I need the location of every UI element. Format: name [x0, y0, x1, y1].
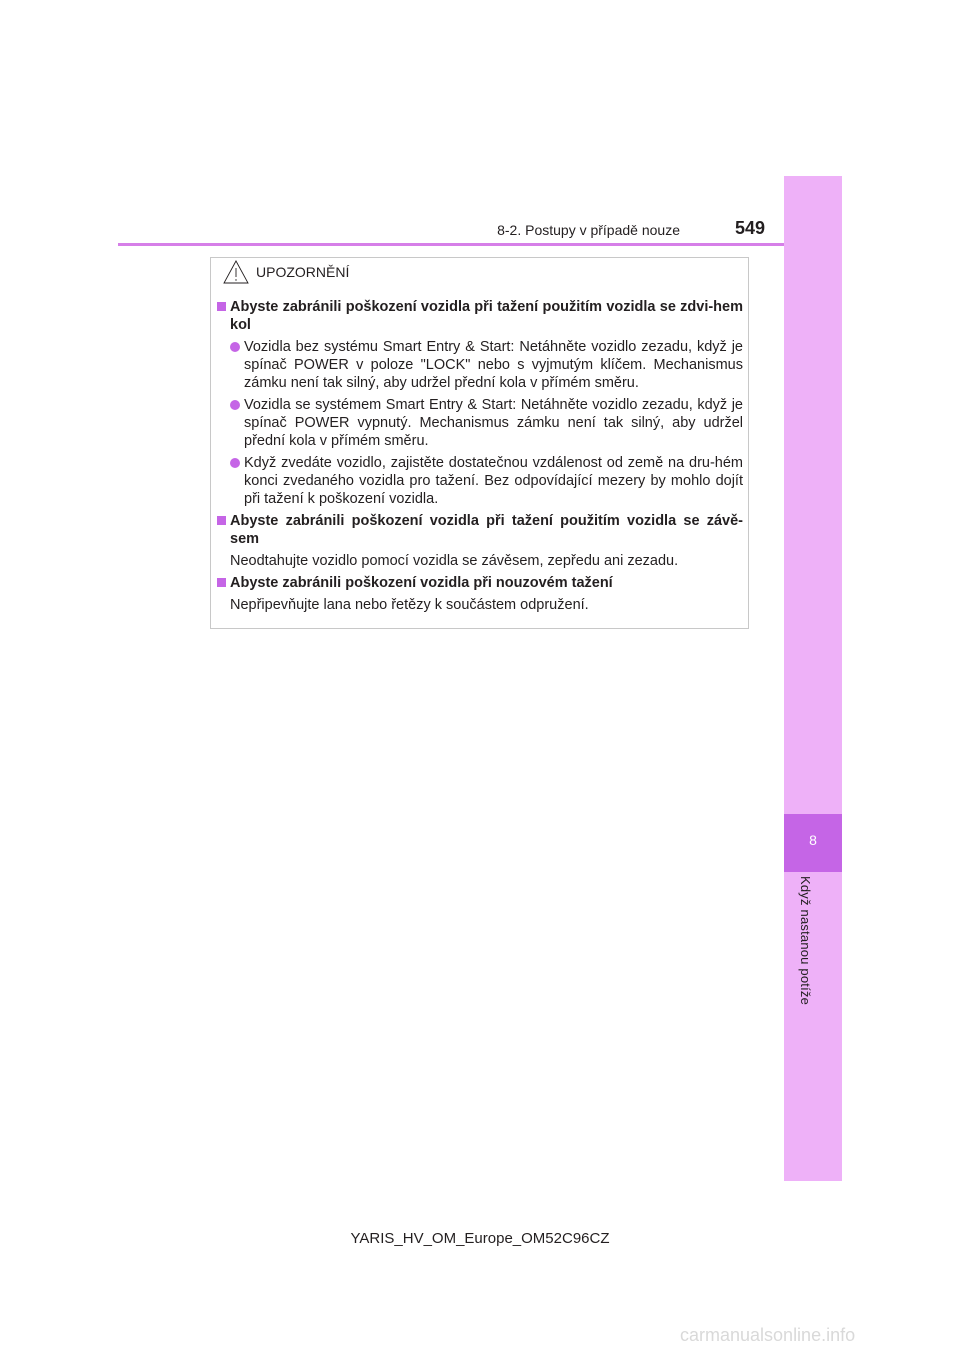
warning-item-heading	[216, 298, 743, 334]
list-item	[216, 396, 743, 450]
bullet-text: Vozidla se systémem Smart Entry & Start: Netáhněte vozidlo zezadu, když je spínač POWER vypnutý. Mechanismus zámku není tak silný, aby udržel přední kola v přímém směru.	[244, 397, 743, 449]
chapter-number: 8	[809, 832, 817, 848]
section-title: 8-2. Postupy v případě nouze	[497, 222, 680, 238]
square-bullet-icon	[217, 302, 226, 311]
bullet-text: Když zvedáte vozidlo, zajistěte dostatečnou vzdálenost od země na dru-hém konci zvedaného vozidla pro tažení. Bez odpovídající mezery by mohlo dojít při tažení k poškození vozidla.	[244, 455, 743, 507]
heading-text: Abyste zabránili poškození vozidla při nouzovém tažení	[230, 575, 613, 591]
square-bullet-icon	[217, 516, 226, 525]
watermark: carmanualsonline.info	[680, 1325, 856, 1345]
circle-bullet-icon	[230, 342, 240, 352]
warning-content	[216, 298, 743, 614]
warning-box	[210, 257, 749, 629]
warning-item-heading	[216, 512, 743, 548]
warning-item-text: Nepřipevňujte lana nebo řetězy k součástem odpružení.	[230, 597, 589, 613]
circle-bullet-icon	[230, 400, 240, 410]
page-number: 549	[735, 218, 766, 238]
warning-item-text: Neodtahujte vozidlo pomocí vozidla se závěsem, zepředu ani zezadu.	[230, 553, 679, 569]
warning-header	[223, 258, 523, 286]
warning-item-heading	[216, 574, 743, 592]
heading-text: Abyste zabránili poškození vozidla při tažení použitím vozidla se zdvi-hem kol	[230, 299, 743, 333]
list-item	[216, 454, 743, 508]
document-code: YARIS_HV_OM_Europe_OM52C96CZ	[350, 1230, 610, 1247]
chapter-number-block	[784, 814, 842, 872]
square-bullet-icon	[217, 578, 226, 587]
list-item	[216, 338, 743, 392]
circle-bullet-icon	[230, 458, 240, 468]
warning-triangle-icon	[223, 260, 249, 284]
heading-text: Abyste zabránili poškození vozidla při tažení použitím vozidla se závě-sem	[230, 513, 743, 547]
warning-title: UPOZORNĚNÍ	[256, 264, 350, 280]
chapter-side-tab[interactable]	[784, 176, 842, 1181]
bullet-text: Vozidla bez systému Smart Entry & Start: Netáhněte vozidlo zezadu, když je spínač POWER v poloze "LOCK" nebo s vyjmutým klíčem. Mechanismus zámku není tak silný, aby udržel přední kola v přímém směru.	[244, 339, 743, 391]
header-rule	[118, 243, 841, 246]
chapter-title: Když nastanou potíže	[798, 876, 813, 1006]
